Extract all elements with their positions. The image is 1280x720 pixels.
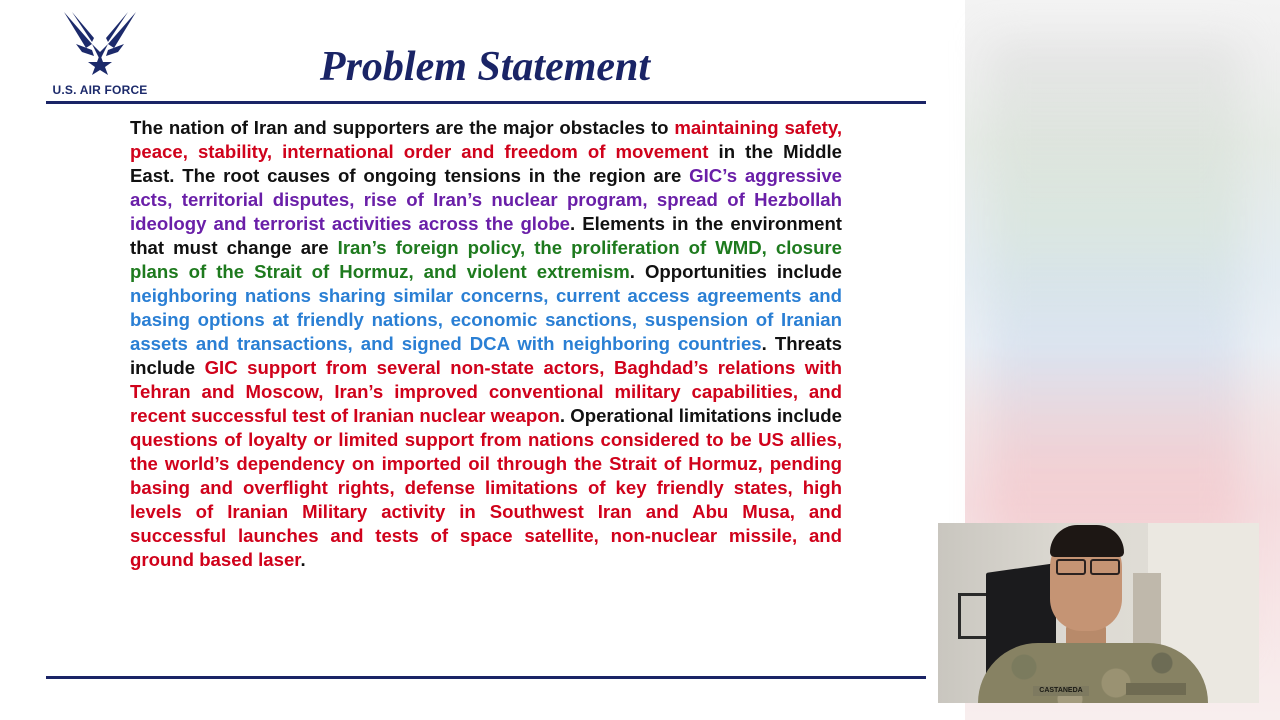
paragraph-segment-blue: neighboring nations sharing similar concerns, current access agreements and basing options at friendly nations, economic sanctions, suspension of Iranian assets and transactions, and signed DCA with neighboring countries: [130, 285, 842, 354]
service-tape: [1126, 683, 1186, 695]
paragraph-segment-black: in the Middle East. The root causes of ongoing tensions in the region are: [130, 141, 842, 186]
paragraph-segment-red: maintaining safety, peace, stability, international order and freedom of movement: [130, 117, 842, 162]
paragraph-segment-black: The nation of Iran and supporters are the major obstacles to: [130, 117, 675, 138]
paragraph-segment-black: . Elements in the environment that must change are: [130, 213, 843, 258]
air-force-wings-star-icon: [62, 10, 138, 76]
air-force-logo: [42, 10, 158, 100]
paragraph-segment-black: . Opportunities include: [629, 261, 842, 282]
name-tape: CASTANEDA: [1033, 686, 1089, 696]
title-divider: [46, 101, 926, 104]
paragraph-segment-black: . Operational limitations include: [559, 405, 842, 426]
glasses: [1054, 559, 1120, 573]
paragraph-segment-green: Iran’s foreign policy, the proliferation of WMD, closure plans of the Strait of Hormuz, and violent extremism: [130, 237, 843, 282]
problem-statement-paragraph: [130, 116, 842, 572]
paragraph-segment-red: questions of loyalty or limited support from nations considered to be US allies, the world’s dependency on imported oil through the Strait of Hormuz, pending basing and overflight rights, defense limitations of key friendly states, high levels of Iranian Military activity in Southwest Iran and Abu Musa, and successful launches and tests of space satellite, non-nuclear missile, and ground based laser: [130, 429, 842, 570]
tv-mount: [958, 593, 989, 639]
presenter-webcam: [938, 523, 1259, 703]
logo-text: U.S. AIR FORCE: [52, 83, 148, 97]
paragraph-segment-black: . Threats include: [130, 333, 843, 378]
slide-title: Problem Statement: [319, 44, 651, 90]
paragraph-segment-purple: GIC’s aggressive acts, territorial disputes, rise of Iran’s nuclear program, spread of Hezbollah ideology and terrorist activities across the globe: [130, 165, 843, 234]
paragraph-segment-black: .: [300, 549, 306, 570]
paragraph-segment-red: GIC support from several non-state actors, Baghdad’s relations with Tehran and Moscow, Iran’s improved conventional military capabilities, and recent successful test of Iranian nuclear weapon: [130, 357, 842, 426]
footer-divider: [46, 676, 926, 679]
